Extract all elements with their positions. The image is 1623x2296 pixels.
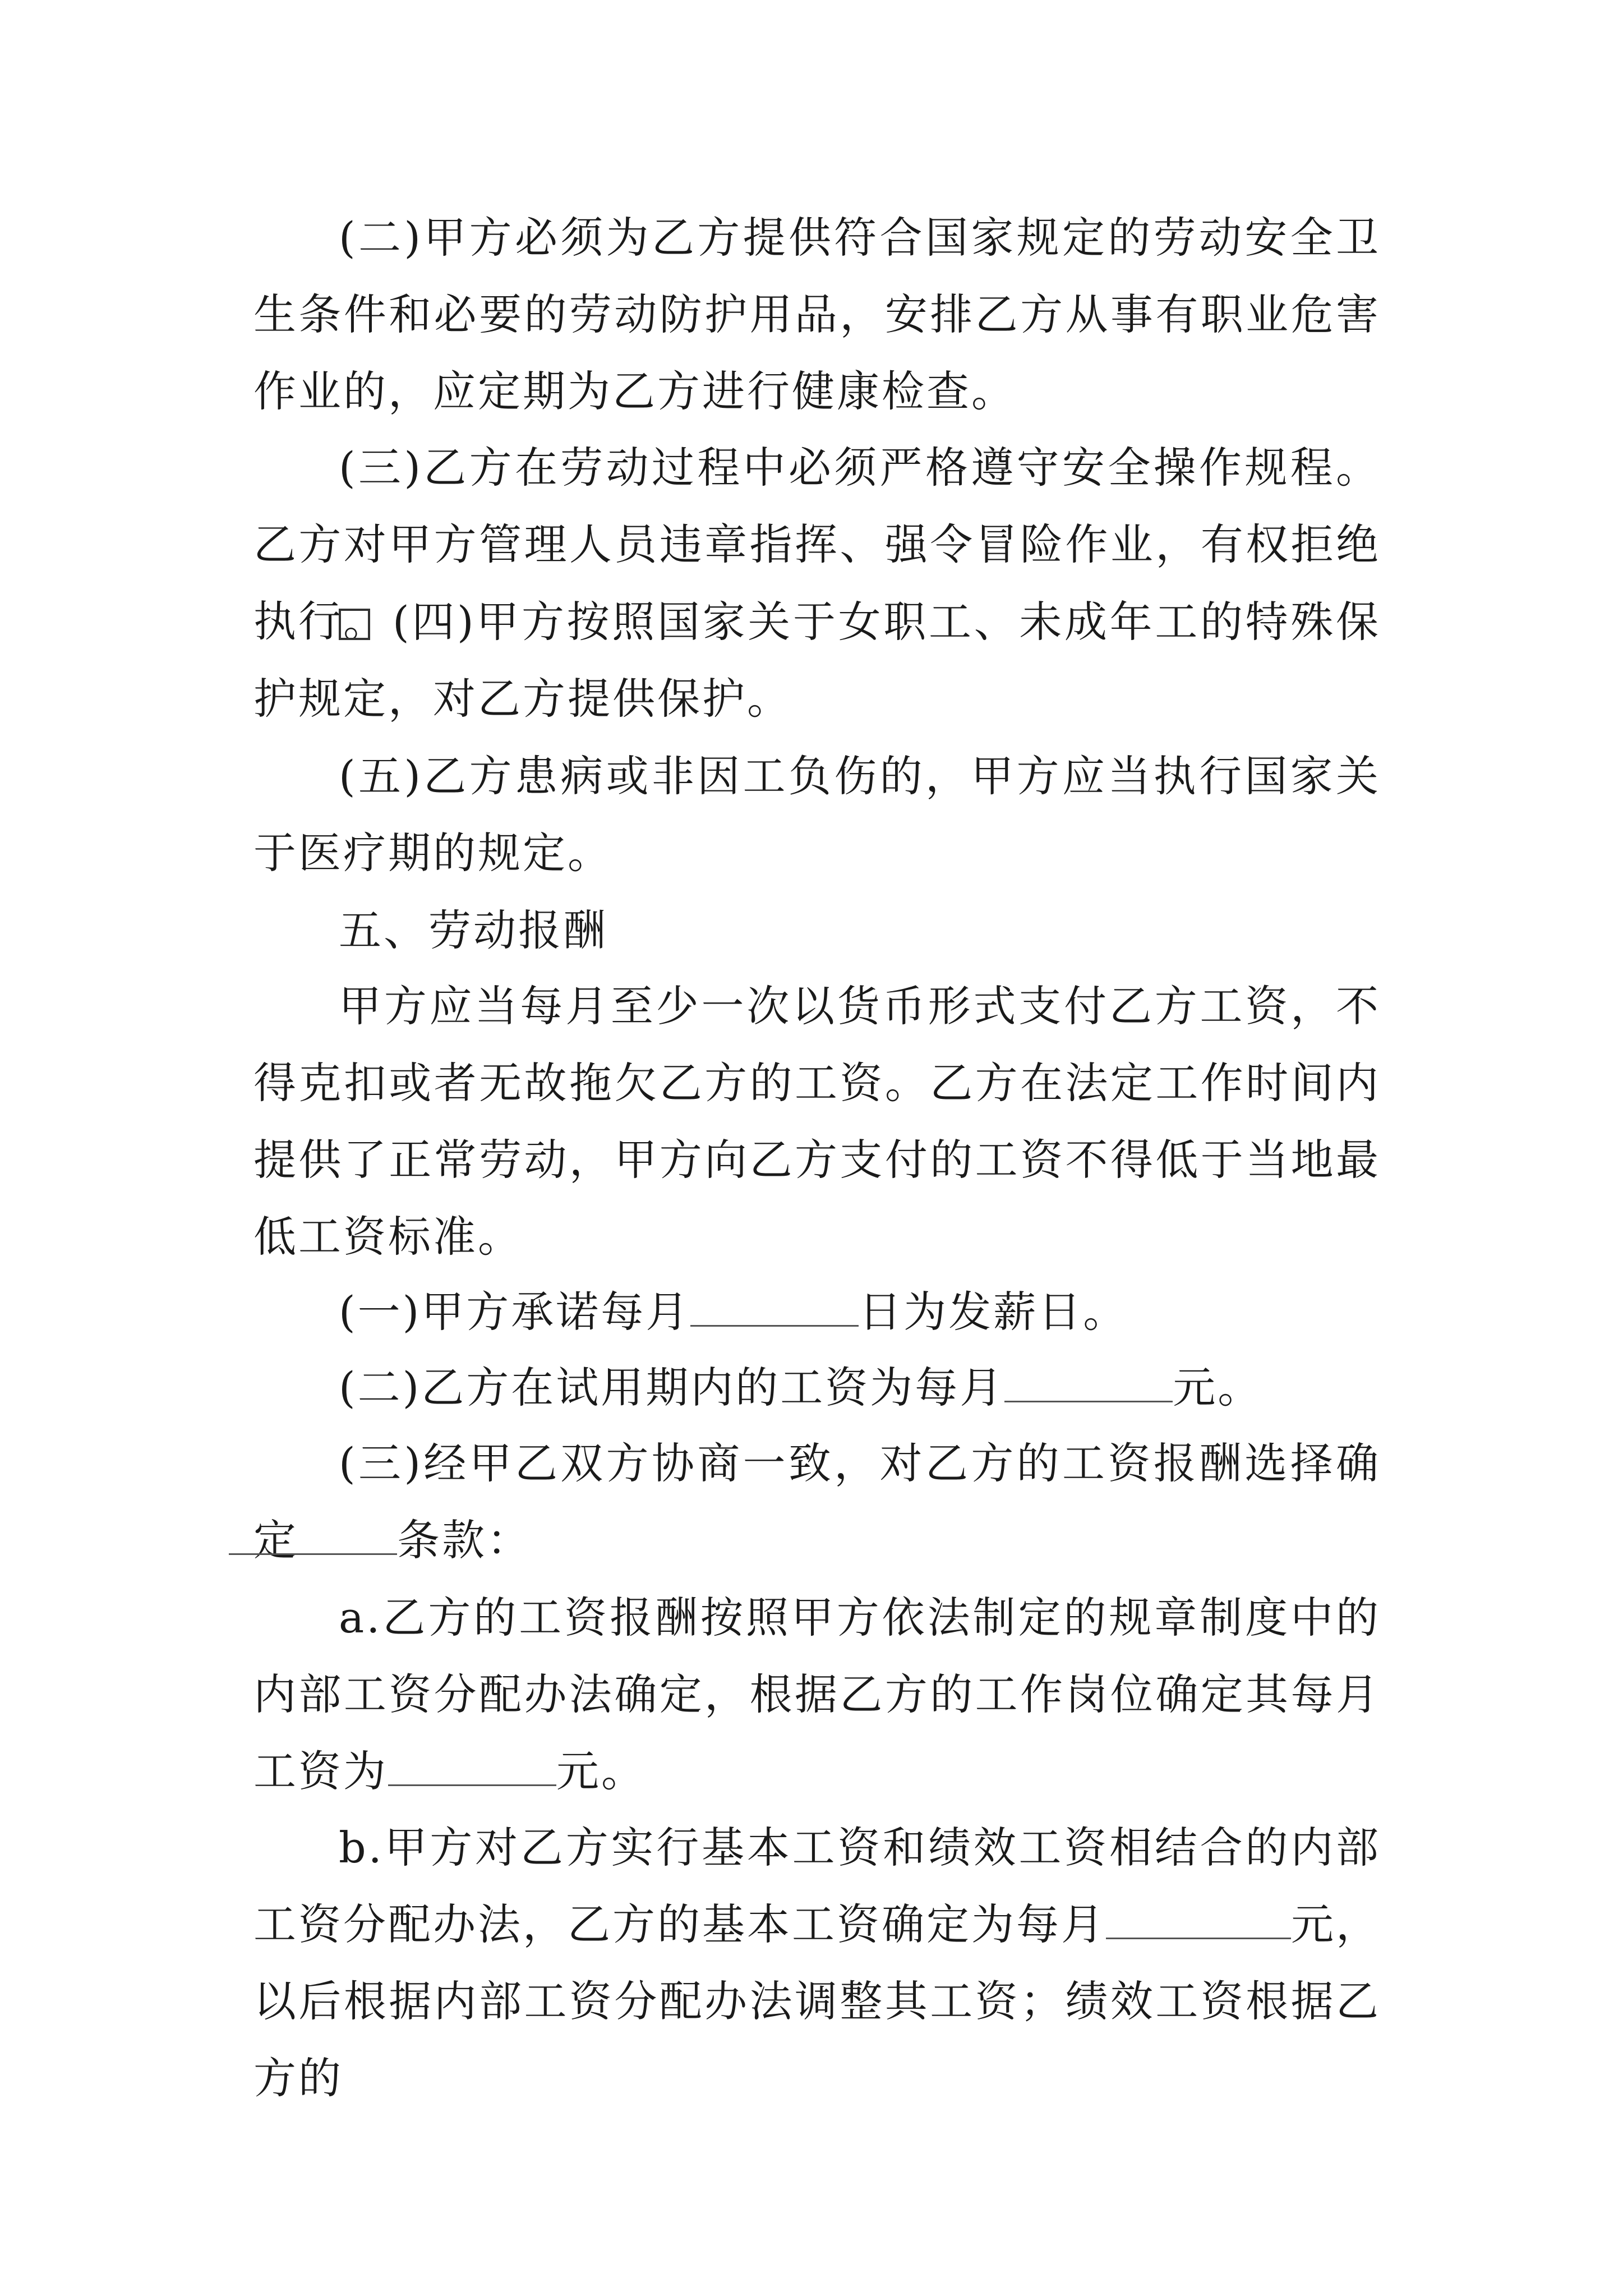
payday-blank-field[interactable] [690,1286,859,1327]
probation-text-a: (二)乙方在试用期内的工资为每月 [339,1363,1005,1412]
checkbox-icon[interactable] [339,609,370,640]
payday-paragraph [253,1273,1381,1350]
clause-5-paragraph [253,738,1381,891]
salary-intro-text: 甲方应当每月至少一次以货币形式支付乙方工资，不得克扣或者无故拖欠乙方的工资。乙方在法定工作时间内提供了正常劳动，甲方向乙方支付的工资不得低于当地最低工资标准。 [253,981,1381,1262]
clause-4-text: (四)甲方按照国家关于女职工、未成年工的特殊保护规定，对乙方提供保护。 [253,597,1381,724]
section-heading [253,892,1381,969]
payday-text-b: 日为发薪日。 [859,1287,1128,1337]
clause-2-text: (二)甲方必须为乙方提供符合国家规定的劳动安全卫生条件和必要的劳动防护用品，安排乙方从事有职业危害作业的，应定期为乙方进行健康检查。 [253,213,1381,416]
salary-option-paragraph [253,1425,1381,1579]
option-a-paragraph [253,1579,1381,1810]
option-a-text-a: a.乙方的工资报酬按照甲方依法制定的规章制度中的内部工资分配办法确定，根据乙方的工作岗位确定其每月工资为 [253,1593,1381,1796]
clause-2-paragraph [253,199,1381,430]
salary-option-blank-field[interactable] [229,1514,397,1555]
clause-3-text: (三)乙方在劳动过程中必须严格遵守安全操作规程。乙方对甲方管理人员违章指挥、强令冒险作业，有权拒绝执行。 [253,443,1381,646]
option-b-text-b: 元，以后根据内部工资分配办法调整其工资；绩效工资根据乙方的 [253,1899,1381,2103]
salary-option-text-b: 条款： [397,1515,532,1565]
clause-4-paragraph [253,583,1381,737]
section-5-heading-text: 五、劳动报酬 [339,905,608,955]
probation-salary-blank-field[interactable] [1004,1361,1173,1402]
probation-salary-paragraph [253,1349,1381,1426]
option-b-paragraph [253,1809,1381,2116]
option-b-blank-field[interactable] [1106,1898,1291,1939]
payday-text-a: (一)甲方承诺每月 [339,1287,691,1337]
probation-text-b: 元。 [1173,1363,1263,1412]
salary-intro-paragraph [253,968,1381,1275]
option-b-text-a: b.甲方对乙方实行基本工资和绩效工资相结合的内部工资分配办法，乙方的基本工资确定为每月 [253,1823,1381,1949]
option-a-text-b: 元。 [556,1746,646,1796]
option-a-blank-field[interactable] [388,1745,556,1786]
salary-option-text-a: (三)经甲乙双方协商一致，对乙方的工资报酬选择确定 [253,1438,1381,1565]
clause-5-text: (五)乙方患病或非因工负伤的，甲方应当执行国家关于医疗期的规定。 [253,751,1381,878]
